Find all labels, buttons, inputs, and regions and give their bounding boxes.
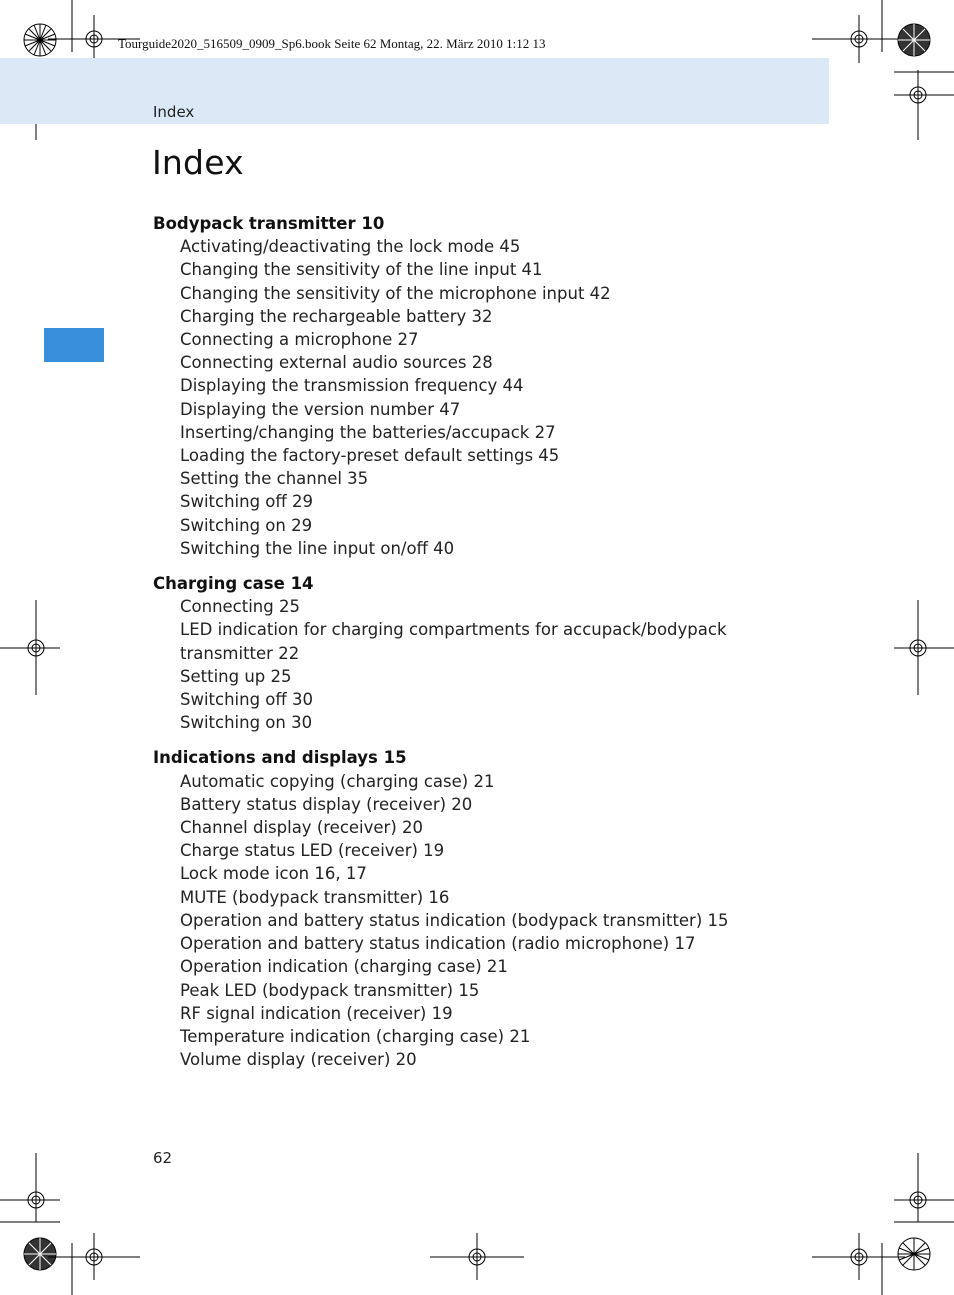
index-entry: Switching on 30	[180, 713, 313, 733]
index-entry: Changing the sensitivity of the microphone input 42	[180, 283, 611, 303]
index-entry: Switching off 29	[180, 492, 314, 512]
crosshair-mark-bottom-left	[48, 1233, 140, 1295]
crosshair-mark-right-bottom	[894, 1153, 954, 1222]
index-entry: Inserting/changing the batteries/accupack 27	[180, 422, 556, 442]
crosshair-mark-left-bottom	[0, 1153, 60, 1222]
index-list	[153, 212, 793, 1083]
index-entry: Displaying the transmission frequency 44	[180, 376, 524, 396]
starburst-mark-bottom-right	[898, 1238, 930, 1270]
starburst-mark-bottom-left	[24, 1238, 56, 1270]
index-entry: Temperature indication (charging case) 21	[180, 1026, 531, 1046]
index-entry: Lock mode icon 16, 17	[180, 864, 367, 884]
index-entry: Displaying the version number 47	[180, 399, 461, 419]
index-entry: Operation and battery status indication (radio microphone) 17	[180, 934, 696, 954]
index-entry: RF signal indication (receiver) 19	[180, 1003, 453, 1023]
index-entry: Channel display (receiver) 20	[180, 818, 424, 838]
chapter-tab-marker	[44, 328, 104, 362]
running-header: Index	[153, 103, 195, 121]
crosshair-mark-bottom-right	[812, 1233, 905, 1295]
page-title: Index	[152, 143, 244, 182]
index-section-heading	[153, 746, 793, 769]
index-entry: Switching the line input on/off 40	[180, 538, 455, 558]
section-heading-text: Charging case	[153, 574, 285, 594]
index-entry: Automatic copying (charging case) 21	[180, 771, 495, 791]
print-slug: Tourguide2020_516509_0909_Sp6.book Seite 62 Montag, 22. März 2010 1:12 13	[118, 36, 546, 51]
index-section	[153, 572, 793, 734]
index-entry: Activating/deactivating the lock mode 45	[180, 237, 521, 257]
section-page-ref: 10	[361, 214, 385, 233]
index-section	[153, 746, 793, 1071]
index-entry: Charge status LED (receiver) 19	[180, 841, 445, 861]
index-entry: Operation and battery status indication (bodypack transmitter) 15	[180, 910, 729, 930]
starburst-mark-top-left	[24, 24, 56, 56]
crosshair-mark-bottom-center	[430, 1233, 524, 1280]
crosshair-mark-right-1	[894, 70, 954, 140]
index-entry: MUTE (bodypack transmitter) 16	[180, 887, 450, 907]
index-entry: transmitter 22	[180, 643, 300, 663]
index-entry: Charging the rechargeable battery 32	[180, 306, 493, 326]
index-entry: Setting the channel 35	[180, 469, 369, 489]
crosshair-mark-left-middle	[0, 600, 60, 695]
index-entry: Connecting 25	[180, 597, 300, 617]
index-entry: Connecting a microphone 27	[180, 330, 419, 350]
index-entry: Setting up 25	[180, 666, 292, 686]
index-section	[153, 212, 793, 560]
index-entry: Switching on 29	[180, 515, 313, 535]
index-entry: Switching off 30	[180, 690, 314, 710]
section-page-ref: 15	[383, 748, 407, 768]
starburst-mark-top-right	[898, 24, 930, 56]
crosshair-mark-top-left	[48, 0, 140, 63]
index-entry: Changing the sensitivity of the line input 41	[180, 260, 543, 280]
crosshair-mark-top-right	[812, 0, 905, 63]
index-entry: Connecting external audio sources 28	[180, 353, 493, 373]
crosshair-mark-right-middle	[894, 600, 954, 695]
index-entry: Loading the factory-preset default settings 45	[180, 446, 560, 466]
index-entry: LED indication for charging compartments for accupack/bodypack	[180, 620, 727, 640]
index-section-heading	[153, 572, 793, 595]
index-entry: Peak LED (bodypack transmitter) 15	[180, 980, 480, 1000]
index-entry: Battery status display (receiver) 20	[180, 794, 473, 814]
section-heading-text: Indications and displays	[153, 748, 378, 768]
section-heading-text: Bodypack transmitter	[153, 214, 356, 233]
section-page-ref: 14	[290, 574, 314, 594]
index-section-heading	[153, 212, 793, 235]
header-band	[0, 58, 829, 124]
index-entry: Operation indication (charging case) 21	[180, 957, 508, 977]
index-entry: Volume display (receiver) 20	[180, 1050, 417, 1070]
page-number: 62	[153, 1149, 173, 1167]
